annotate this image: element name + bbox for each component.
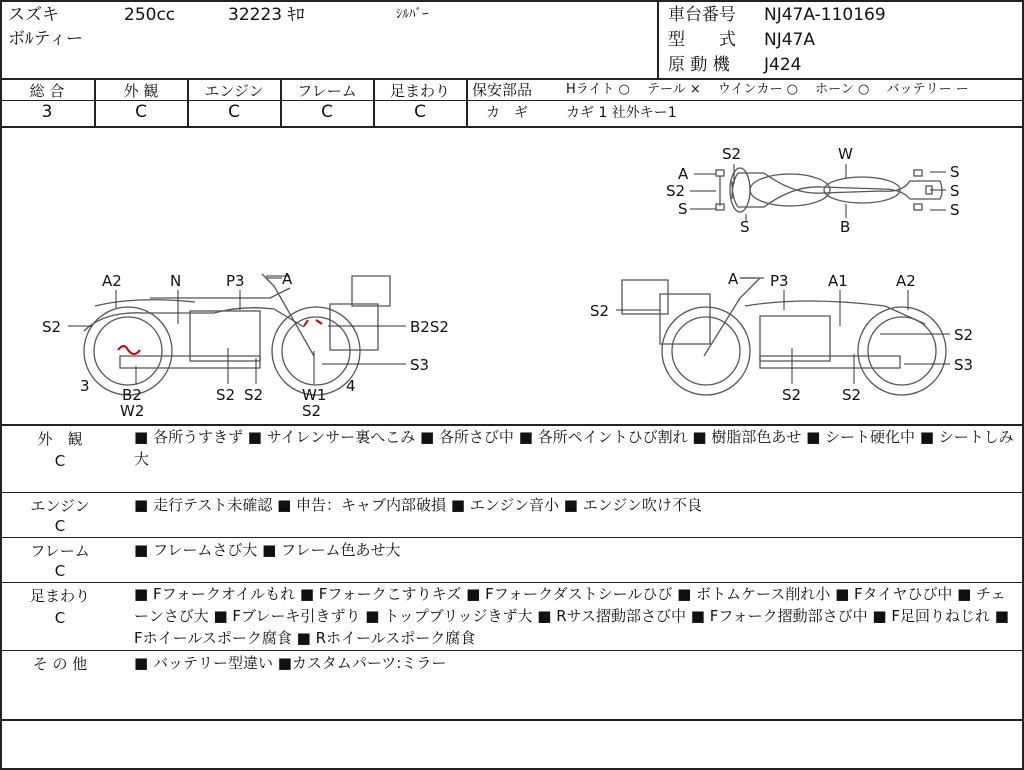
section-engine-grade: C	[54, 517, 66, 535]
section-frame	[0, 538, 1022, 582]
label-top-s2-top: S2	[722, 145, 742, 163]
label-left-s3: S3	[410, 356, 430, 374]
grade-head-suspension: 足まわり	[389, 82, 450, 100]
section-other-title: そ の 他	[32, 655, 88, 673]
section-other	[0, 651, 1022, 719]
type-value: NJ47A	[764, 30, 815, 50]
damage-mark-left	[118, 346, 140, 354]
grade-exterior: C	[135, 102, 147, 122]
header-divider	[657, 0, 659, 78]
color: ｼﾙﾊﾞｰ	[396, 7, 429, 22]
grade-divider-5	[466, 78, 468, 126]
key-value: カギ 1 社外キー1	[566, 105, 677, 121]
maker: スズキ	[8, 5, 59, 25]
safety-items: Hライト ○ テール × ウインカー ○ ホーン ○ バッテリー ー	[566, 82, 969, 97]
label-right-p3: P3	[770, 272, 789, 290]
grade-suspension: C	[414, 102, 426, 122]
label-left-s2: S2	[42, 318, 62, 336]
section-engine	[0, 493, 1022, 537]
label-left-3: 3	[80, 377, 90, 395]
label-left-s2-a: S2	[216, 386, 236, 404]
section-engine-title: エンジン	[30, 497, 90, 515]
label-top-s-bottom: S	[740, 218, 750, 236]
label-top-s-left: S	[678, 200, 688, 218]
section-exterior-grade: C	[54, 452, 66, 470]
section-suspension-grade: C	[54, 609, 66, 627]
damage-mark-fork	[304, 320, 322, 326]
section-suspension-notes: ■ Fフォークオイルもれ ■ Fフォークこすりキズ ■ Fフォークダストシールひび ■ ボトムケース削れ小 ■ Fタイヤひび中 ■ チェーンさび大 ■ Fブレーキ引きずり ■ トップブリッジきず大 ■ Rサス摺動部さび中 ■ Fフォーク摺動部さび中 ■ F足回りねじれ ■ Fホイールスポーク腐食 ■ Rホイールスポーク腐食	[134, 585, 1009, 647]
grade-head-exterior: 外 観	[123, 82, 159, 100]
grade-head-engine: エンジン	[204, 82, 264, 100]
section-exterior-title: 外 観	[37, 430, 83, 448]
label-left-p3: P3	[226, 272, 245, 290]
bike-diagrams	[0, 126, 1022, 424]
label-left-b2: B2	[122, 386, 142, 404]
section-suspension	[0, 583, 1022, 649]
grade-head-total: 総 合	[29, 82, 65, 100]
label-right-a1: A1	[828, 272, 848, 290]
section-frame-grade: C	[54, 562, 66, 580]
section-engine-notes: ■ 走行テスト未確認 ■ 申告：キャブ内部破損 ■ エンジン音小 ■ エンジン吹け不良	[134, 496, 702, 514]
type-label: 型 式	[668, 30, 736, 50]
label-top-w: W	[838, 145, 853, 163]
frame-no: NJ47A-110169	[764, 5, 886, 25]
key-label: カ ギ	[486, 105, 528, 121]
label-left-b2s2: B2S2	[410, 318, 449, 336]
label-top-b: B	[840, 218, 851, 236]
engine-value: J424	[764, 55, 802, 75]
top-view-bike	[716, 168, 942, 212]
frame-no-label: 車台番号	[668, 5, 736, 25]
label-right-s2-b: S2	[842, 386, 862, 404]
label-left-w2: W2	[120, 402, 145, 420]
grade-head-frame: フレーム	[297, 82, 357, 100]
left-side-bike	[84, 274, 390, 395]
label-top-s-r2: S	[950, 182, 960, 200]
displacement: 250cc	[124, 5, 176, 25]
grade-frame: C	[321, 102, 333, 122]
label-top-a: A	[678, 165, 689, 183]
grade-engine: C	[228, 102, 240, 122]
label-left-w1: W1	[302, 386, 327, 404]
label-left-4: 4	[346, 377, 356, 395]
label-top-s2-left: S2	[666, 182, 686, 200]
label-right-s2-left: S2	[590, 302, 610, 320]
label-top-s-r3: S	[950, 201, 960, 219]
label-left-s2-b: S2	[244, 386, 264, 404]
model-name: ボﾙティー	[8, 29, 84, 49]
grade-total: 3	[41, 102, 53, 122]
label-left-a: A	[282, 270, 293, 288]
label-top-s-r1: S	[950, 163, 960, 181]
safety-mid-rule	[466, 100, 1022, 101]
section-frame-notes: ■ フレームさび大 ■ フレーム色あせ大	[134, 541, 401, 559]
section-suspension-title: 足まわり	[29, 587, 90, 605]
label-right-a2: A2	[896, 272, 916, 290]
label-left-s2-c: S2	[302, 402, 322, 420]
label-right-s3: S3	[954, 356, 974, 374]
engine-label: 原 動 機	[668, 55, 730, 75]
section-exterior	[0, 426, 1022, 492]
section-other-notes: ■ バッテリー型違い ■カスタムパーツ:ミラー	[134, 654, 447, 672]
label-left-n: N	[170, 272, 182, 290]
bottom-rule	[0, 719, 1022, 721]
label-right-s2-a: S2	[782, 386, 802, 404]
label-left-a2: A2	[102, 272, 122, 290]
label-right-s2-right: S2	[954, 326, 974, 344]
safety-label: 保安部品	[472, 81, 533, 99]
section-frame-title: フレーム	[30, 542, 90, 560]
mileage: 32223 ｷﾛ	[228, 5, 305, 25]
section-exterior-notes: ■ 各所うすきず ■ サイレンサー裏へこみ ■ 各所さび中 ■ 各所ペイントひび割れ ■ 樹脂部色あせ ■ シート硬化中 ■ シートしみ大	[134, 428, 1014, 468]
label-right-a: A	[728, 270, 739, 288]
